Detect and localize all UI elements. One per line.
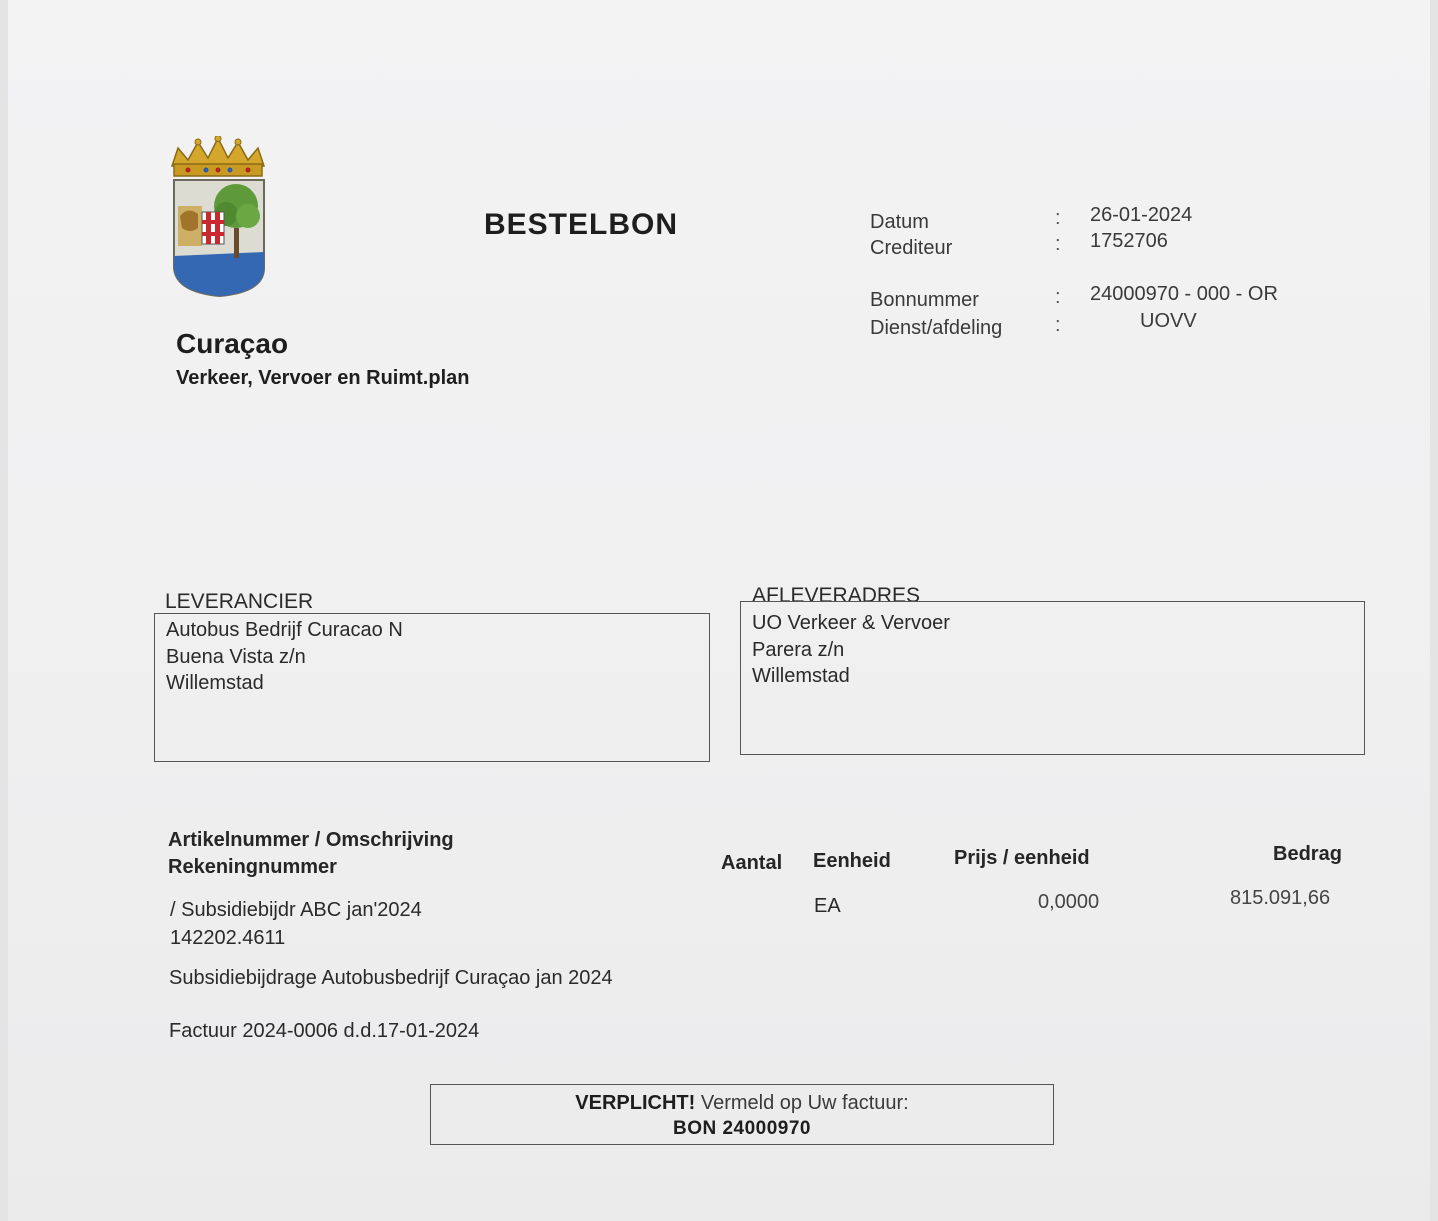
coat-of-arms-logo: [164, 136, 272, 298]
dienst-separator: :: [1055, 314, 1061, 336]
item-note-description: Subsidiebijdrage Autobusbedrijf Curaçao jan 2024: [169, 967, 613, 989]
dienst-value: UOVV: [1140, 310, 1197, 332]
document-title: BESTELBON: [484, 208, 679, 241]
row-unit: EA: [814, 895, 841, 917]
bonnummer-separator: :: [1055, 286, 1061, 308]
notice-bon-number: BON 24000970: [672, 1118, 812, 1139]
column-header-unit: Eenheid: [813, 850, 891, 872]
crediteur-label: Crediteur: [870, 237, 953, 259]
delivery-address-box: [740, 601, 1365, 755]
column-header-amount: Bedrag: [1273, 843, 1342, 865]
dienst-label: Dienst/afdeling: [870, 317, 1003, 339]
crown-icon: [172, 136, 264, 176]
shield-icon: [174, 180, 264, 296]
crediteur-value: 1752706: [1090, 230, 1168, 252]
bonnummer-label: Bonnummer: [870, 289, 979, 311]
column-header-account: Rekeningnummer: [168, 856, 337, 878]
supplier-line: Willemstad: [166, 672, 264, 694]
delivery-line: UO Verkeer & Vervoer: [752, 612, 950, 634]
row-account: 142202.4611: [170, 927, 286, 949]
bonnummer-value: 24000970 - 000 - OR: [1090, 283, 1278, 305]
notice-line: [431, 1092, 1053, 1115]
row-unit-price: 0,0000: [1038, 891, 1100, 913]
crediteur-separator: :: [1055, 233, 1061, 255]
department-name: Verkeer, Vervoer en Ruimt.plan: [176, 367, 470, 389]
row-amount: 815.091,66: [1230, 887, 1331, 909]
row-description: / Subsidiebijdr ABC jan'2024: [170, 899, 422, 921]
supplier-label: LEVERANCIER: [165, 590, 314, 613]
column-header-quantity: Aantal: [721, 852, 783, 874]
supplier-line: Buena Vista z/n: [166, 645, 306, 668]
item-note-invoice: Factuur 2024-0006 d.d.17-01-2024: [169, 1020, 480, 1042]
delivery-label: AFLEVERADRES: [752, 584, 921, 607]
delivery-line: Parera z/n: [752, 638, 845, 661]
datum-label: Datum: [870, 211, 929, 233]
organization-name: Curaçao: [176, 328, 289, 359]
mandatory-notice-box: [430, 1084, 1054, 1145]
column-header-article: Artikelnummer / Omschrijving: [168, 829, 454, 851]
datum-value: 26-01-2024: [1090, 204, 1193, 226]
notice-emphasis: VERPLICHT!: [575, 1092, 696, 1114]
supplier-address-box: [154, 613, 710, 762]
delivery-line: Willemstad: [752, 665, 850, 687]
column-header-unit-price: Prijs / eenheid: [954, 847, 1090, 869]
notice-text: Vermeld op Uw factuur:: [695, 1092, 909, 1114]
supplier-line: Autobus Bedrijf Curacao N: [166, 619, 403, 641]
datum-separator: :: [1055, 207, 1061, 229]
